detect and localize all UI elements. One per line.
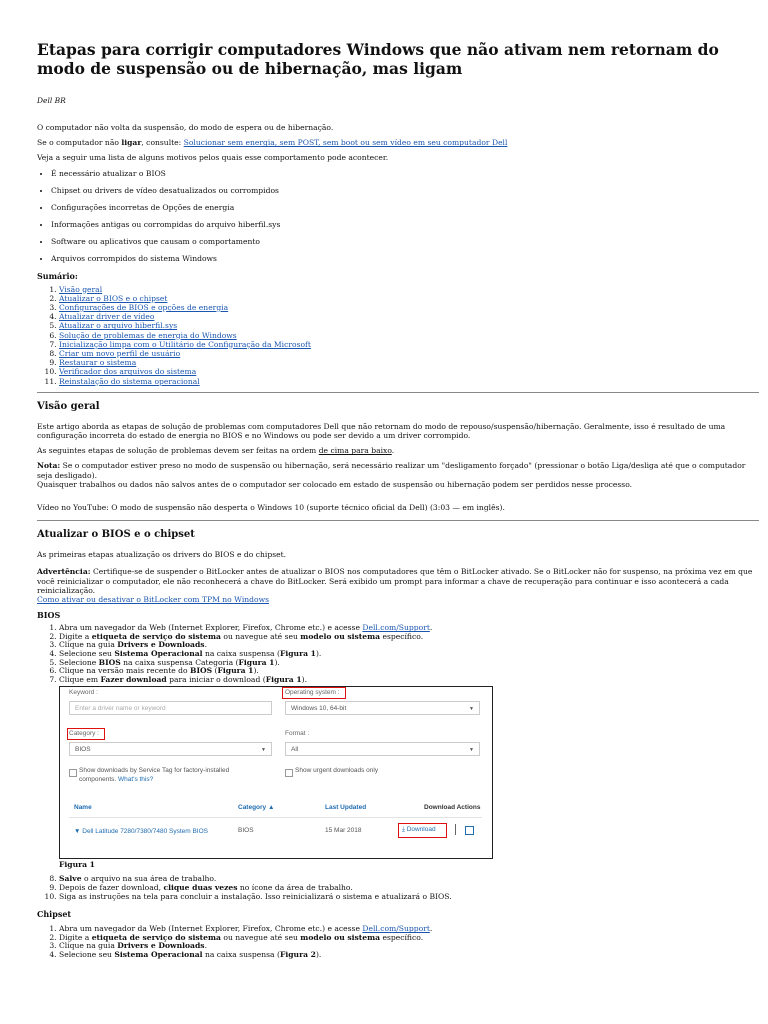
os-select-value: Windows 10, 64-bit (291, 705, 347, 713)
text: ). (301, 674, 308, 684)
toc-link[interactable]: Visão geral (59, 284, 103, 294)
text: . (391, 446, 395, 456)
list-item: • Arquivos corrompidos do sistema Windows (51, 254, 761, 263)
bold-text: Drivers e Downloads (117, 941, 205, 951)
bold-text: etiqueta de serviço do sistema (91, 932, 221, 942)
bitlocker-link[interactable]: Como ativar ou desativar o BitLocker com TPM no Windows (37, 595, 269, 605)
video-caption: Vídeo no YouTube: O modo de suspensão não desperta o Windows 10 (suporte técnico oficial da Dell) (3:03 — em inglês). (37, 503, 505, 513)
text: Selecione seu (59, 950, 115, 959)
toc-link[interactable]: Atualizar o arquivo hiberfil.sys (59, 321, 178, 331)
toc-link[interactable]: Reinstalação do sistema operacional (59, 376, 200, 386)
urgent-checkbox[interactable] (285, 769, 293, 777)
text: ou navegue até seu (220, 631, 301, 641)
text: ou navegue até seu (220, 932, 301, 942)
toc-link[interactable]: Solução de problemas de energia do Windows (59, 330, 237, 340)
toc-item (59, 340, 761, 349)
text: Depois de fazer download, (59, 883, 164, 893)
toc-item (59, 312, 761, 321)
text: ). (253, 666, 259, 676)
toc-item (59, 321, 761, 330)
bold-text: Figura 1 (238, 657, 275, 667)
os-highlight (282, 687, 346, 699)
text: As seguintes etapas de solução de problemas devem ser feitas na ordem (37, 446, 319, 456)
reasons-list (37, 169, 761, 263)
toc-item (59, 349, 761, 358)
divider (37, 392, 759, 393)
text: Se o computador estiver preso no modo de suspensão ou hibernação, será necessário realizar um "desligamento forçado" (pressionar o botão Liga/desliga até que o computador seja desligado). (37, 461, 746, 480)
text: no ícone da área de trabalho. (237, 883, 353, 893)
bold-text: Drivers e Downloads (117, 640, 205, 650)
text: Abra um navegador da Web (Internet Explorer, Firefox, Chrome etc.) e acesse (59, 623, 363, 633)
urgent-text: Show urgent downloads only (295, 767, 379, 775)
warning-label: Advertência: (37, 567, 91, 577)
intro-paragraph: O computador não volta da suspensão, do modo de espera ou de hibernação. (37, 123, 334, 132)
step-item (59, 676, 761, 685)
bold-text: BIOS (190, 666, 213, 676)
section-heading-bios: Atualizar o BIOS e o chipset (37, 529, 195, 541)
dell-support-link[interactable]: Dell.com/Support (362, 924, 430, 934)
download-icon: ⤓ (402, 826, 405, 834)
text: . (204, 640, 207, 650)
col-updated-header[interactable]: Last Updated (325, 804, 367, 812)
table-row-date: 15 Mar 2018 (325, 827, 362, 835)
chipset-subheading: Chipset (37, 909, 72, 920)
chevron-down-icon: ▼ (469, 706, 474, 713)
service-tag-text (79, 767, 259, 784)
table-divider (69, 817, 482, 818)
category-select[interactable] (69, 742, 272, 756)
category-select-value: BIOS (75, 746, 91, 754)
text: , consulte: (141, 138, 184, 148)
bios-subheading: BIOS (37, 610, 61, 621)
download-button[interactable] (402, 826, 436, 834)
bios-steps (37, 624, 761, 684)
whats-this-link[interactable]: What's this? (118, 775, 154, 783)
text: ). (315, 950, 322, 959)
text: ). (315, 649, 322, 659)
bold-text: modelo ou sistema (300, 631, 381, 641)
text: ( (212, 666, 218, 676)
text: ). (274, 657, 280, 667)
os-label: Operating system : (285, 689, 340, 697)
chipset-steps (37, 925, 761, 959)
bold-text: etiqueta de serviço do sistema (91, 631, 221, 641)
text: Digite a (59, 631, 92, 641)
order-emphasis: de cima para baixo (318, 446, 392, 456)
toc-link[interactable]: Restaurar o sistema (59, 358, 137, 368)
toc-link[interactable]: Criar um novo perfil de usuário (59, 349, 181, 359)
bitlocker-link-paragraph (37, 595, 761, 604)
text: na caixa suspensa Categoria ( (120, 657, 239, 667)
chevron-down-icon: ▼ (261, 747, 266, 754)
warning-paragraph (37, 567, 761, 595)
text: Abra um navegador da Web (Internet Explorer, Firefox, Chrome etc.) e acesse (59, 924, 363, 934)
format-label: Format : (285, 730, 310, 738)
text: Clique na versão mais recente do (59, 666, 191, 676)
col-actions-header: Download Actions (424, 804, 481, 812)
toc-link[interactable]: Inicialização limpa com o Utilitário de Configuração da Microsoft (59, 339, 311, 349)
no-power-link[interactable]: Solucionar sem energia, sem POST, sem boot ou sem vídeo em seu computador Dell (183, 138, 508, 148)
list-item: • Software ou aplicativos que causam o comportamento (51, 237, 761, 246)
bold-text: Sistema Operacional (114, 649, 203, 659)
bold-text: clique duas vezes (163, 883, 238, 893)
text: na caixa suspensa ( (202, 649, 280, 659)
overview-paragraph: Este artigo aborda as etapas de solução de problemas com computadores Dell que não retornam do modo de repouso/suspensão/hibernação. Geralmente, isso é resultado de uma configuração incorreta do estado de energia no BIOS e no Windows ou pode ser devido a um driver corrompido. (37, 421, 726, 441)
table-of-contents (37, 285, 761, 386)
category-label: Category : (69, 730, 99, 738)
toc-link[interactable]: Atualizar driver de vídeo (59, 312, 155, 322)
article (37, 40, 761, 960)
bios-intro: As primeiras etapas atualização os drivers do BIOS e do chipset. (37, 550, 287, 560)
figure-1-screenshot (59, 686, 493, 859)
bold-text: Sistema Operacional (114, 950, 203, 959)
intro-power-paragraph (37, 138, 761, 147)
note-paragraph (37, 461, 761, 479)
text: Selecione (59, 657, 99, 667)
col-category-header[interactable]: Category ▲ (238, 804, 275, 812)
text: Digite a (59, 932, 92, 942)
keyword-input[interactable]: Enter a driver name or keyword (69, 701, 272, 715)
step-item (59, 951, 761, 960)
toc-link[interactable]: Verificador dos arquivos do sistema (59, 367, 197, 377)
bold-text: Figura 2 (279, 950, 316, 959)
chevron-down-icon: ▼ (469, 747, 474, 754)
text: o arquivo na sua área de trabalho. (81, 874, 217, 884)
step-item: 10. Siga as instruções na tela para concluir a instalação. Isso reinicializará o sistema e atualizará o BIOS. (59, 893, 761, 902)
col-name-header[interactable]: Name (74, 804, 92, 812)
author: Dell BR (37, 96, 66, 105)
toc-item (59, 331, 761, 340)
expand-triangle-icon: ▼ (74, 828, 81, 836)
bold-text: modelo ou sistema (300, 932, 381, 942)
divider (37, 520, 759, 521)
page-title: Etapas para corrigir computadores Windows que não ativam nem retornam do modo de suspensão ou de hibernação, mas ligam (37, 40, 719, 78)
text: na caixa suspensa ( (202, 950, 280, 959)
toc-item (59, 285, 761, 294)
text: . (429, 924, 433, 934)
keyword-label: Keyword : (69, 689, 98, 697)
bold-text: BIOS (98, 657, 121, 667)
bios-name-link[interactable]: Dell Latitude 7280/7380/7480 System BIOS (82, 828, 208, 836)
note-paragraph-2: Quaisquer trabalhos ou dados não salvos antes de o computador ser colocado em estado de suspensão ou hibernação podem ser perdidos nesse processo. (37, 479, 633, 489)
text: Se o computador não (37, 138, 122, 148)
text: Clique na guia (59, 640, 118, 650)
dell-support-link[interactable]: Dell.com/Support (362, 623, 430, 633)
text: Clique na guia (59, 941, 118, 951)
text: Selecione seu (59, 649, 115, 659)
bold-text: Figura 1 (217, 666, 254, 676)
text: específico. (380, 932, 424, 942)
bold-text: ligar (121, 138, 142, 148)
format-select-value: All (291, 746, 299, 754)
toc-link[interactable]: Configurações de BIOS e opções de energia (59, 303, 229, 313)
download-label: Download (406, 826, 436, 834)
text: Show downloads by Service Tag for factory-installed components. (79, 767, 230, 783)
reasons-intro: Veja a seguir uma lista de alguns motivos pelos quais esse comportamento pode acontecer. (37, 153, 389, 163)
bold-text: Fazer download (100, 674, 167, 684)
os-select[interactable] (285, 701, 480, 715)
figure-caption: Figura 1 (59, 860, 95, 870)
list-item: • Chipset ou drivers de vídeo desatualizados ou corrompidos (51, 186, 761, 195)
separator (455, 824, 456, 835)
toc-link[interactable]: Atualizar o BIOS e o chipset (59, 293, 168, 303)
select-checkbox[interactable] (465, 826, 474, 835)
text: específico. (380, 631, 424, 641)
bold-text: Figura 1 (265, 674, 302, 684)
section-heading-overview: Visão geral (37, 400, 100, 412)
toc-item (59, 303, 761, 312)
toc-item (59, 377, 761, 386)
format-select[interactable] (285, 742, 480, 756)
text: Clique em (59, 674, 101, 684)
table-row-name[interactable] (74, 827, 214, 836)
text: Certifique-se de suspender o BitLocker antes de atualizar o BIOS nos computadores que têm o BitLocker ativado. Se o BitLocker não for suspenso, na próxima vez em que você reinicializar o computador, ele não reconhecerá a chave do BitLocker. Será exibido um prompt para informar a chave de recuperação para continuar e isso acontecerá a cada reinicialização. (37, 567, 753, 595)
toc-item (59, 367, 761, 376)
text: . (204, 941, 207, 951)
order-paragraph (37, 446, 761, 455)
toc-item (59, 294, 761, 303)
bold-text: Figura 1 (279, 649, 316, 659)
service-tag-checkbox[interactable] (69, 769, 77, 777)
text: . (429, 623, 433, 633)
bold-text: Salve (59, 874, 82, 884)
toc-item (59, 358, 761, 367)
table-row-category: BIOS (238, 827, 254, 835)
text: para iniciar o download ( (166, 674, 266, 684)
toc-heading: Sumário: (37, 270, 78, 281)
note-label: Nota: (37, 461, 61, 471)
list-item: • Informações antigas ou corrompidas do arquivo hiberfil.sys (51, 220, 761, 229)
list-item: • Configurações incorretas de Opções de energia (51, 203, 761, 212)
bios-steps-continued (37, 875, 761, 901)
list-item: • É necessário atualizar o BIOS (51, 169, 761, 178)
